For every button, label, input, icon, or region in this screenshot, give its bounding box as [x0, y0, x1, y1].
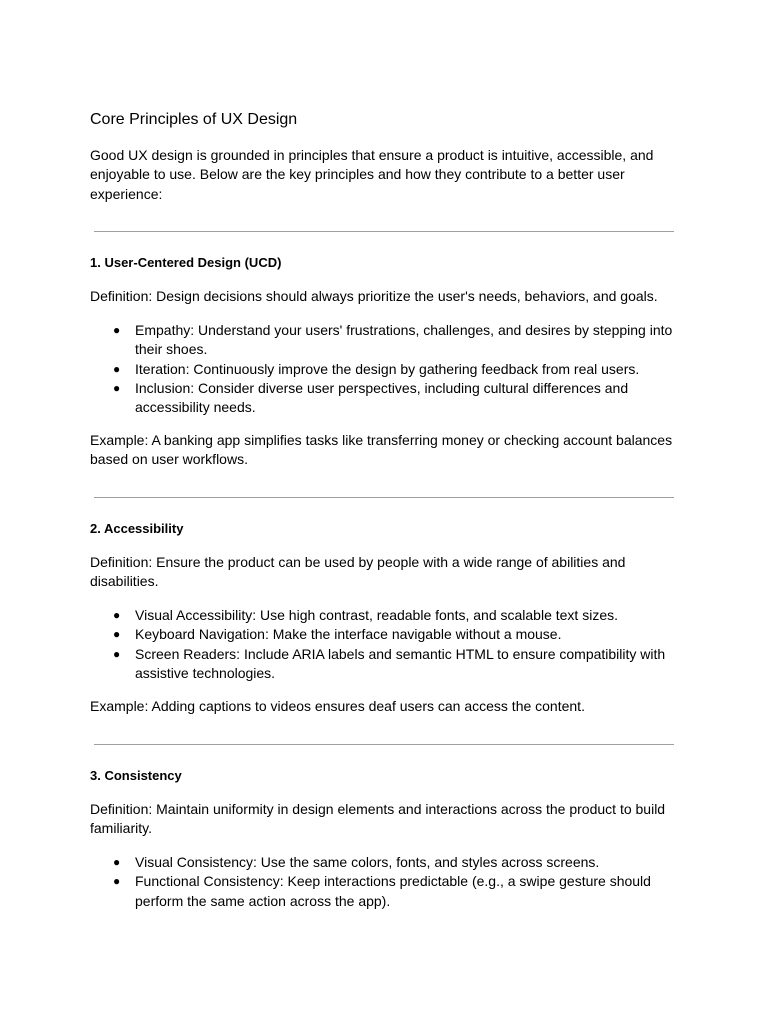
intro-paragraph: Good UX design is grounded in principles that ensure a product is intuitive, accessible, and enjoyable to use. Below are the key principles and how they contribute to a better user experience: [90, 147, 654, 202]
bullet-icon: ● [113, 323, 121, 337]
bullet-icon: ● [113, 627, 121, 642]
section-heading-accessibility: 2. Accessibility [90, 521, 184, 536]
list-item-text: Iteration: Continuously improve the design by gathering feedback from real users. [135, 360, 640, 377]
list-item-text: Functional Consistency: Keep interactions predictable (e.g., a swipe gesture should perform the same action across the app). [135, 873, 651, 909]
section-example: Example: Adding captions to videos ensures deaf users can access the content. [90, 698, 585, 714]
list-item-text: Inclusion: Consider diverse user perspectives, including cultural differences and accessibility needs. [135, 379, 629, 416]
bullet-icon: ● [113, 380, 121, 395]
section-definition: Definition: Maintain uniformity in design elements and interactions across the product to build familiarity. [90, 801, 666, 837]
list-item [90, 853, 680, 872]
bullet-list [90, 321, 680, 417]
list-item [90, 321, 680, 360]
list-item [90, 379, 680, 418]
section-divider [94, 497, 674, 498]
bullet-icon: ● [113, 608, 121, 622]
bullet-list [90, 606, 680, 683]
bullet-list [90, 853, 680, 911]
section-heading-consistency: 3. Consistency [90, 768, 182, 783]
section-divider [94, 744, 674, 745]
list-item-text: Visual Consistency: Use the same colors, fonts, and styles across screens. [135, 854, 600, 870]
bullet-icon: ● [113, 646, 121, 661]
bullet-icon: ● [113, 874, 121, 889]
list-item-text: Keyboard Navigation: Make the interface navigable without a mouse. [135, 626, 562, 643]
list-item [90, 606, 680, 625]
list-item [90, 872, 680, 911]
list-item [90, 645, 680, 684]
section-divider [94, 231, 674, 232]
section-definition: Definition: Ensure the product can be used by people with a wide range of abilities and disabilities. [90, 554, 626, 590]
list-item-text: Screen Readers: Include ARIA labels and semantic HTML to ensure compatibility with assistive technologies. [135, 645, 666, 681]
section-example: Example: A banking app simplifies tasks like transferring money or checking account balances based on user workflows. [90, 432, 673, 468]
list-item [90, 625, 680, 644]
section-definition: Definition: Design decisions should always prioritize the user's needs, behaviors, and goals. [90, 288, 658, 304]
list-item-text: Visual Accessibility: Use high contrast, readable fonts, and scalable text sizes. [135, 607, 618, 623]
document-title: Core Principles of UX Design [90, 111, 298, 128]
list-item-text: Empathy: Understand your users' frustrations, challenges, and desires by stepping into their shoes. [135, 322, 673, 358]
bullet-icon: ● [113, 361, 121, 376]
bullet-icon: ● [113, 855, 121, 869]
list-item [90, 360, 680, 379]
section-heading-user-centered-design: 1. User-Centered Design (UCD) [90, 255, 282, 270]
